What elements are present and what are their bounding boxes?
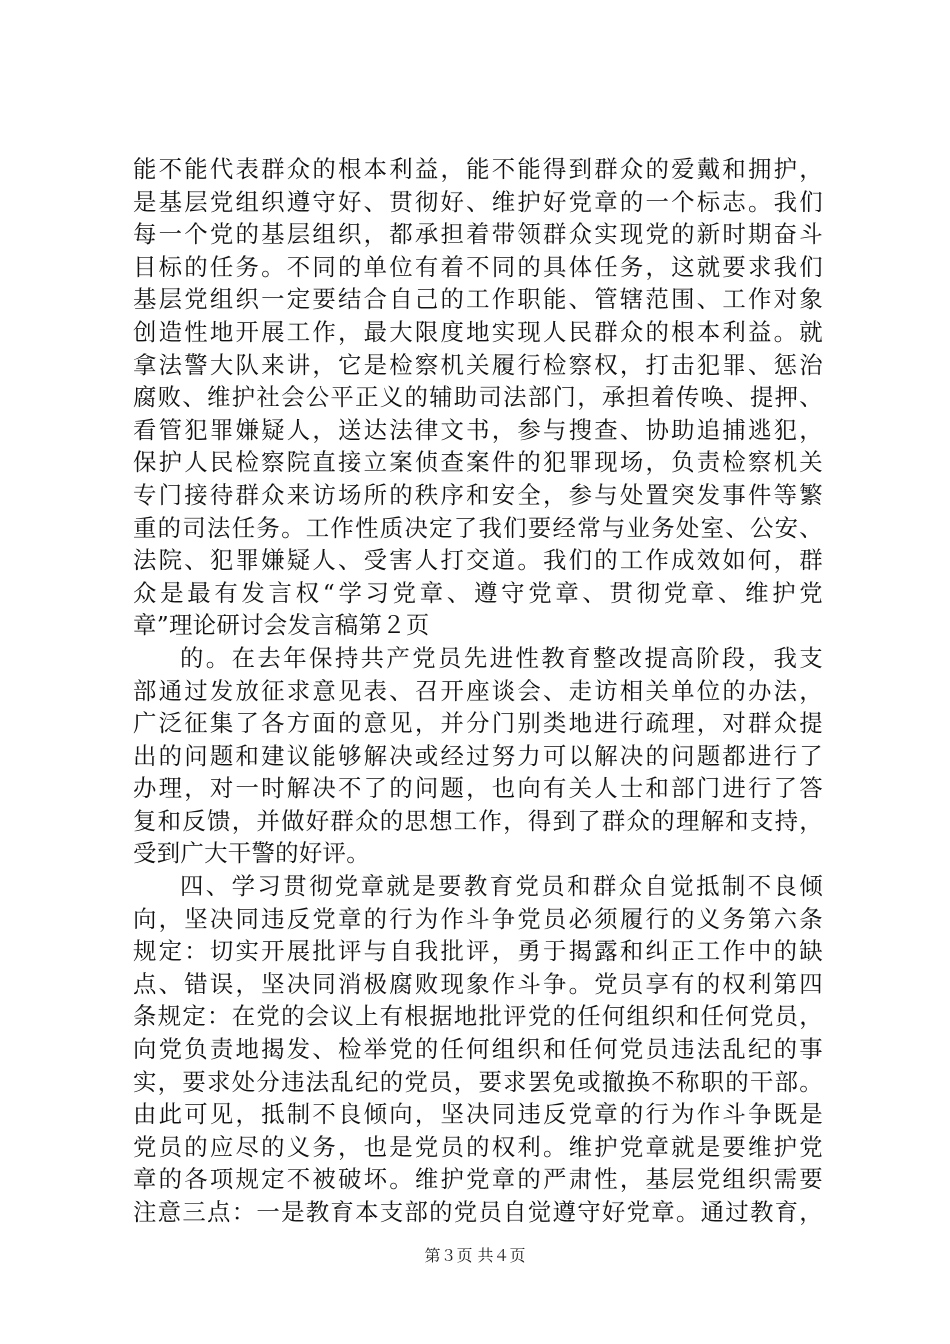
text-line: 腐败、维护社会公平正义的辅助司法部门，承担着传唤、提押、: [133, 383, 823, 412]
text-line: 目标的任务。不同的单位有着不同的具体任务，这就要求我们: [133, 252, 823, 281]
text-line: 由此可见，抵制不良倾向，坚决同违反党章的行为作斗争既是: [133, 1100, 823, 1129]
text-line: 注意三点：一是教育本支部的党员自觉遵守好党章。通过教育，: [133, 1198, 823, 1226]
text-line: 保护人民检察院直接立案侦查案件的犯罪现场，负责检察机关: [133, 448, 823, 477]
text-line: 实，要求处分违法乱纪的党员，要求罢免或撤换不称职的干部。: [133, 1067, 823, 1096]
text-line: 章的各项规定不被破坏。维护党章的严肃性，基层党组织需要: [133, 1165, 823, 1194]
text-line: 是基层党组织遵守好、贯彻好、维护好党章的一个标志。我们: [133, 187, 823, 216]
text-line: 出的问题和建议能够解决或经过努力可以解决的问题都进行了: [133, 741, 823, 770]
text-line: 法院、犯罪嫌疑人、受害人打交道。我们的工作成效如何，群: [133, 546, 823, 575]
text-line: 基层党组织一定要结合自己的工作职能、管辖范围、工作对象: [133, 285, 823, 314]
text-line: 党员的应尽的义务，也是党员的权利。维护党章就是要维护党: [133, 1132, 823, 1161]
text-line: 向党负责地揭发、检举党的任何组织和任何党员违法乱纪的事: [133, 1035, 823, 1064]
text-line: 能不能代表群众的根本利益，能不能得到群众的爱戴和拥护，: [133, 155, 823, 183]
text-line: 看管犯罪嫌疑人，送达法律文书，参与搜查、协助追捕逃犯，: [133, 415, 823, 444]
text-line: 部通过发放征求意见表、召开座谈会、走访相关单位的办法，: [133, 676, 823, 705]
text-line: 的。在去年保持共产党员先进性教育整改提高阶段，我支: [180, 643, 823, 672]
page-footer: 第３页 共４页: [424, 1246, 526, 1265]
text-line: 受到广大干警的好评。: [133, 839, 370, 868]
text-line: 创造性地开展工作，最大限度地实现人民群众的根本利益。就: [133, 317, 823, 346]
text-line: 复和反馈，并做好群众的思想工作，得到了群众的理解和支持，: [133, 806, 823, 835]
body-text: [133, 153, 823, 1229]
text-line: 四、学习贯彻党章就是要教育党员和群众自觉抵制不良倾: [180, 872, 823, 901]
text-line: 章”理论研讨会发言稿第２页: [133, 611, 430, 640]
text-line: 广泛征集了各方面的意见，并分门别类地进行疏理，对群众提: [133, 709, 823, 738]
text-line: 条规定：在党的会议上有根据地批评党的任何组织和任何党员，: [133, 1002, 823, 1031]
text-line: 规定：切实开展批评与自我批评，勇于揭露和纠正工作中的缺: [133, 937, 823, 966]
text-line: 点、错误，坚决同消极腐败现象作斗争。党员享有的权利第四: [133, 969, 823, 998]
text-line: 拿法警大队来讲，它是检察机关履行检察权，打击犯罪、惩治: [133, 350, 823, 379]
text-line: 办理，对一时解决不了的问题，也向有关人士和部门进行了答: [133, 774, 823, 803]
text-line: 专门接待群众来访场所的秩序和安全，参与处置突发事件等繁: [133, 480, 823, 509]
text-line: 众是最有发言权“学习党章、遵守党章、贯彻党章、维护党: [133, 578, 823, 607]
text-line: 每一个党的基层组织，都承担着带领群众实现党的新时期奋斗: [133, 220, 823, 249]
text-line: 重的司法任务。工作性质决定了我们要经常与业务处室、公安、: [133, 513, 823, 542]
text-line: 向，坚决同违反党章的行为作斗争党员必须履行的义务第六条: [133, 904, 823, 933]
